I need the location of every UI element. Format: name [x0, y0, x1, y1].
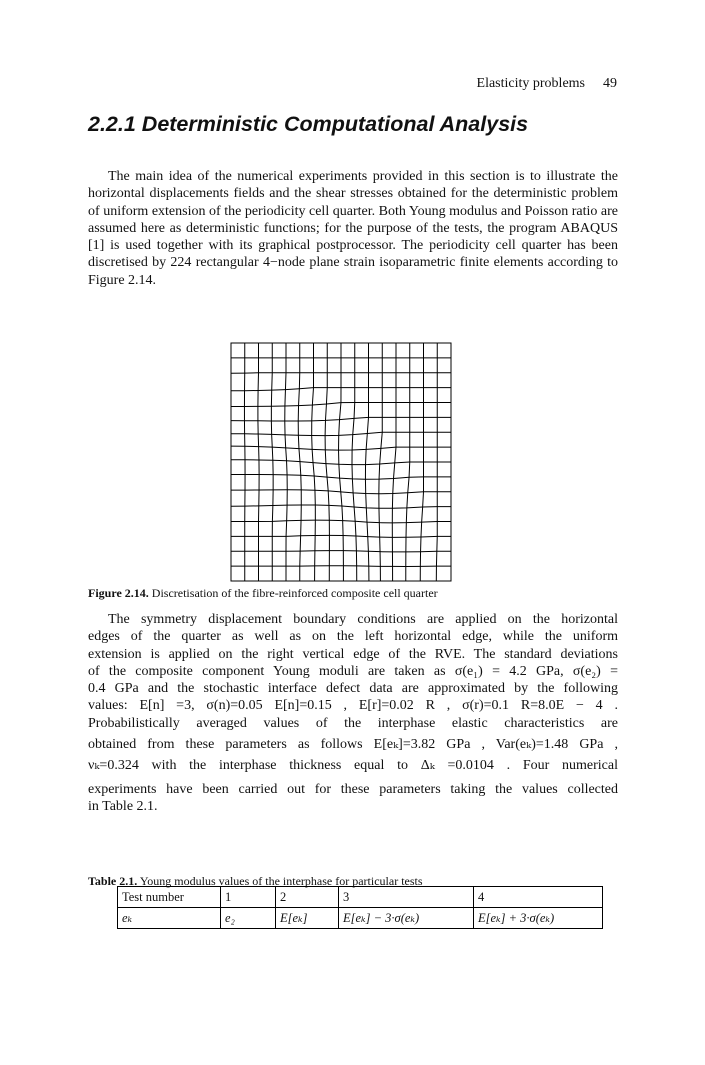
table-row: [118, 908, 603, 929]
mesh-figure: [230, 342, 452, 582]
table-cell: E[eₖ] + 3·σ(eₖ): [474, 908, 603, 929]
table-row: [118, 887, 603, 908]
paragraph-2-line: The symmetry displacement boundary conditions are applied on the horizontal: [108, 612, 618, 627]
paragraph-2-line: 0.4 GPa and the stochastic interface defect data are approximated by the following: [88, 681, 618, 697]
paragraph-2: [88, 611, 618, 815]
table-label: Table 2.1.: [88, 874, 138, 888]
table-cell: E[eₖ] − 3·σ(eₖ): [339, 908, 474, 929]
table-cell: 2: [276, 887, 339, 908]
section-title: 2.2.1 Deterministic Computational Analysis: [88, 112, 529, 136]
table-cell: 3: [339, 887, 474, 908]
table-cell: eₖ: [118, 908, 221, 929]
table-caption-text: Young modulus values of the interphase for particular tests: [139, 874, 423, 888]
table-cell: Test number: [118, 887, 221, 908]
table-cell: E[eₖ]: [276, 908, 339, 929]
running-header: [477, 76, 617, 92]
young-modulus-table: [117, 886, 603, 929]
table-cell: 4: [474, 887, 603, 908]
paragraph-2-line: extension is applied on the right vertical edge of the RVE. The standard deviations: [88, 646, 618, 662]
paragraph-1: The main idea of the numerical experiments provided in this section is to illustrate the horizontal displacements fields and the shear stresses obtained for the deterministic problem of uniform extension of the periodicity cell quarter. Both Young modulus and Poisson ratio are assumed here as deterministic functions; for the purpose of the tests, the program ABAQUS [1] is used together with its graphical postprocessor. The periodicity cell quarter has been discretised by 224 rectangular 4−node plane strain isoparametric finite elements according to Figure 2.14.: [88, 169, 618, 288]
paragraph-2-line: edges of the quarter as well as on the left horizontal edge, while the uniform: [88, 629, 618, 645]
paragraph-2-line: νₖ=0.324 with the interphase thickness equal to Δₖ =0.0104 . Four numerical: [88, 758, 618, 774]
paragraph-2-line: of the composite component Young moduli are taken as σ(e₁) = 4.2 GPa, σ(e₂) =: [88, 663, 618, 679]
figure-label: Figure 2.14.: [88, 586, 149, 600]
paragraph-2-line: values: E[n] =3, σ(n)=0.05 E[n]=0.15 , E[r]=0.02 R , σ(r)=0.1 R=8.0E − 4 .: [88, 698, 618, 714]
page-number: 49: [603, 76, 617, 91]
table-cell: e₂: [221, 908, 276, 929]
table-cell: 1: [221, 887, 276, 908]
figure-caption: [88, 586, 438, 601]
paragraph-2-line: Probabilistically averaged values of the interphase elastic characteristics are: [88, 715, 618, 731]
running-title: Elasticity problems: [476, 76, 585, 91]
figure-caption-text: Discretisation of the fibre-reinforced composite cell quarter: [151, 586, 438, 600]
paragraph-2-line: experiments have been carried out for these parameters taking the values collected: [88, 781, 618, 797]
paragraph-2-line: in Table 2.1.: [88, 798, 158, 814]
paragraph-2-line: obtained from these parameters as follows E[eₖ]=3.82 GPa , Var(eₖ)=1.48 GPa ,: [88, 737, 618, 753]
